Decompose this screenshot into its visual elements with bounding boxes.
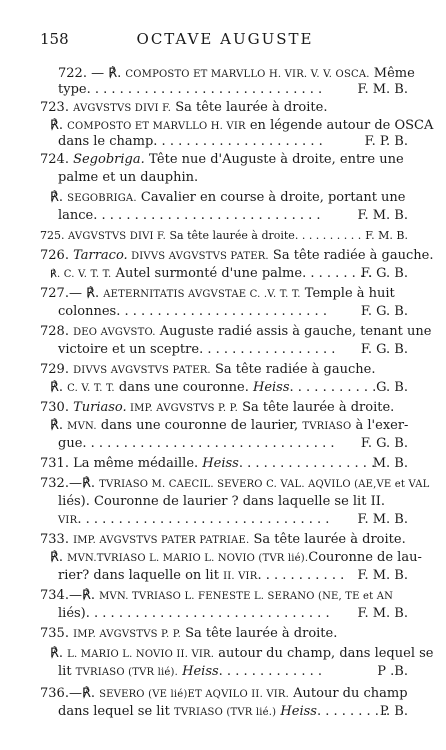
- entry-733-ref: F. M. B.: [357, 568, 408, 583]
- entry-735-ref: P .B.: [377, 664, 408, 679]
- entry-736-line-2: dans lequel se lit TVRIASO (TVR lié.) Heiss. . . . . . . . .: [58, 704, 388, 719]
- entry-726-ref: F. G. B.: [360, 266, 408, 281]
- entry-736-line-1: 736.—℟. SEVERO (VE lié)ET AQVILO II. VIR. Autour du champ: [40, 686, 408, 701]
- entry-723-line-1: 723. AVGVSTVS DIVI F. Sa tête laurée à droite.: [40, 100, 328, 115]
- entry-730-line-3: gue. . . . . . . . . . . . . . . . . . . . . . . . . . . . . . .: [58, 436, 335, 451]
- entry-731-line-1: 731. La même médaille. Heiss. . . . . . . . . . . . . . . . .: [40, 456, 376, 471]
- entry-723-line-3: dans le champ. . . . . . . . . . . . . . . . . . . . .: [58, 134, 323, 149]
- entry-727-line-1: 727.— ℟. AETERNITATIS AVGVSTAE C. .V. T. T. Temple à huit: [40, 286, 395, 301]
- entry-732-ref: F. M. B.: [357, 512, 408, 527]
- page-header: [40, 30, 410, 50]
- entry-734-line-2: liés). . . . . . . . . . . . . . . . . . . . . . . . . . . . . .: [58, 606, 330, 621]
- entry-735-line-2: ℟. L. MARIO L. NOVIO II. VIR. autour du champ, dans lequel se: [50, 646, 434, 661]
- entry-724-ref: F. M. B.: [357, 208, 408, 223]
- entry-732-line-1: 732.—℟. TVRIASO M. CAECIL. SEVERO C. VAL. AQVILO (AE,VE et VAL: [40, 476, 430, 491]
- entry-733-line-1: 733. IMP. AVGVSTVS PATER PATRIAE. Sa tête laurée à droite.: [40, 532, 406, 547]
- entry-724-line-1: 724. Segobriga. Tête nue d'Auguste à droite, entre une: [40, 152, 404, 167]
- page-number: 158: [40, 30, 69, 48]
- entry-727-line-2: colonnes. . . . . . . . . . . . . . . . . . . . . . . . . .: [58, 304, 327, 319]
- entry-722-ref: F. M. B.: [357, 82, 408, 97]
- entry-732-line-3: VIR. . . . . . . . . . . . . . . . . . . . . . . . . . . . . . .: [58, 512, 330, 527]
- entry-729-line-2: ℟. C. V. T. T. dans une couronne. Heiss. . . . . . . . . . .: [50, 380, 377, 395]
- entry-731-ref: M. B.: [372, 456, 408, 471]
- entry-723-ref: F. P. B.: [364, 134, 408, 149]
- entry-735-line-1: 735. IMP. AVGVSTVS P. P. Sa tête laurée à droite.: [40, 626, 338, 641]
- entry-725-ref: F. M. B.: [365, 229, 408, 242]
- entry-722-line-2: type. . . . . . . . . . . . . . . . . . . . . . . . . . . . .: [58, 82, 323, 97]
- entry-722-line-1: 722. — ℟. COMPOSTO ET MARVLLO H. VIR. V. V. OSCA. Même: [58, 66, 415, 81]
- entry-727-ref: F. G. B.: [360, 304, 408, 319]
- entry-724-line-2: palme et un dauphin.: [58, 170, 199, 185]
- running-title: OCTAVE AUGUSTE: [136, 30, 314, 48]
- entry-730-line-1: 730. Turiaso. IMP. AVGVSTVS P. P. Sa tête laurée à droite.: [40, 400, 395, 415]
- entry-733-line-2: ℟. MVN.TVRIASO L. MARIO L. NOVIO (TVR lié).Couronne de lau-: [50, 550, 422, 565]
- entry-728-ref: F. G. B.: [360, 342, 408, 357]
- entry-736-ref: P. B.: [379, 704, 408, 719]
- entry-728-line-2: victoire et un sceptre. . . . . . . . . . . . . . . . .: [58, 342, 336, 357]
- entry-724-line-4: lance. . . . . . . . . . . . . . . . . . . . . . . . . . . .: [58, 208, 321, 223]
- entry-730-line-2: ℟. MVN. dans une couronne de laurier, TVRIASO à l'exer-: [50, 418, 409, 433]
- entry-728-line-1: 728. DEO AVGVSTO. Auguste radié assis à gauche, tenant une: [40, 324, 432, 339]
- entry-734-line-1: 734.—℟. MVN. TVRIASO L. FENESTE L. SERANO (NE, TE et AN: [40, 588, 394, 603]
- entry-735-line-3: lit TVRIASO (TVR lié). Heiss. . . . . . . . . . . . .: [58, 664, 322, 679]
- entry-724-line-3: ℟. SEGOBRIGA. Cavalier en course à droite, portant une: [50, 190, 406, 205]
- entry-733-line-3: rier? dans laquelle on lit II. VIR. . . . . . . . . . .: [58, 568, 345, 583]
- entry-730-ref: F. G. B.: [360, 436, 408, 451]
- entry-729-ref: G. B.: [376, 380, 408, 395]
- entry-725-line-1: 725. AVGVSTVS DIVI F. Sa tête laurée à droite. . . . . . . . . .: [40, 229, 362, 242]
- entry-732-line-2: liés). Couronne de laurier ? dans laquelle se lit II.: [58, 494, 385, 509]
- entry-734-ref: F. M. B.: [357, 606, 408, 621]
- entry-729-line-1: 729. DIVVS AVGVSTVS PATER. Sa tête radiée à gauche.: [40, 362, 376, 377]
- entry-723-line-2: ℟. COMPOSTO ET MARVLLO H. VIR en légende autour de OSCA: [50, 118, 434, 133]
- entry-726-line-2: ℟. C. V. T. T. Autel surmonté d'une palme. . . . . . . . .: [50, 266, 373, 281]
- entry-726-line-1: 726. Tarraco. DIVVS AVGVSTVS PATER. Sa tête radiée à gauche.: [40, 248, 434, 263]
